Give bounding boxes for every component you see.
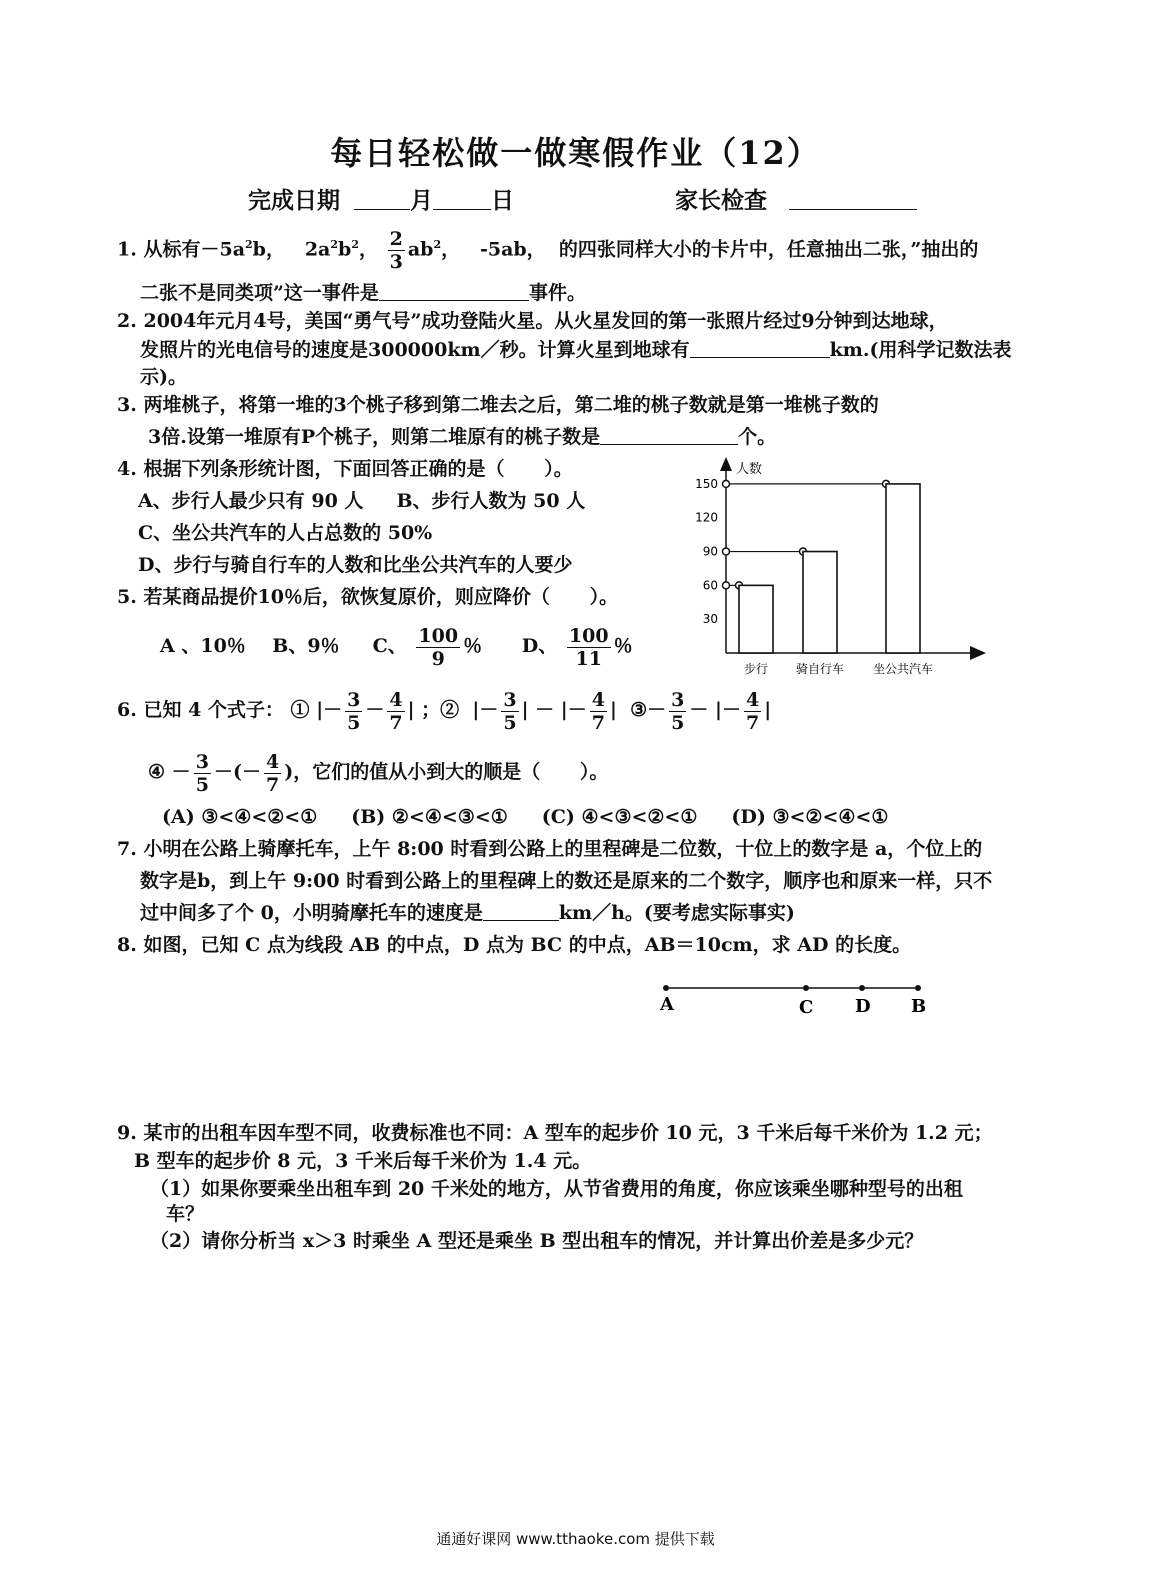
- frac-3-5: [501, 689, 518, 734]
- q5-text: ）。: [589, 586, 619, 608]
- bar: [803, 552, 837, 653]
- frac-den: 5: [195, 773, 209, 796]
- q6-line1: [117, 684, 771, 736]
- q6-options: [162, 804, 922, 830]
- q7-line2: 数字是b，到上午 9:00 时看到公路上的里程碑上的数还是原来的二个数字，顺序也和原来一样，只不: [140, 870, 993, 892]
- parent-check: [675, 182, 917, 215]
- q6-option-a: (A) ③<④<②<①: [162, 806, 318, 828]
- segment-diagram: [650, 976, 940, 1022]
- x-tick-label: 坐公共汽车: [872, 662, 934, 676]
- y-tick-label: 150: [695, 476, 718, 491]
- q1-sup: 2: [330, 238, 339, 252]
- q1-answer-blank[interactable]: [379, 280, 529, 301]
- q1-frac-den: 3: [389, 251, 403, 273]
- abs-bar: |: [316, 699, 324, 721]
- q1-text: 从标有－5a: [143, 238, 246, 261]
- point-d-dot: [859, 985, 865, 991]
- frac-4-7: [387, 689, 404, 734]
- q5-option-c-fraction: [416, 625, 460, 670]
- q8-number: 8.: [117, 934, 137, 956]
- abs-bar: |: [407, 699, 415, 721]
- q1-text: -5ab，: [479, 238, 546, 261]
- q4-option-c: C、坐公共汽车的人占总数的 50%: [138, 522, 433, 544]
- frac-den: 7: [265, 773, 280, 796]
- q2-line2: [140, 337, 1011, 363]
- frac-4-7: [264, 751, 281, 796]
- minus: －: [241, 761, 261, 783]
- q1-frac-num: 2: [389, 228, 403, 250]
- frac-den: 7: [389, 711, 403, 734]
- q7-text: km／h。(要考虑实际事实): [558, 902, 795, 924]
- minus: －: [213, 761, 233, 783]
- q1-text: 事件。: [528, 282, 586, 304]
- y-tick-label: 120: [695, 510, 718, 525]
- q7-number: 7.: [117, 838, 137, 860]
- percent-sign: ％: [463, 635, 483, 657]
- q3-answer-blank[interactable]: [600, 424, 738, 445]
- frac-3-5: [669, 689, 686, 734]
- footer-text: 通通好课网 www.tthaoke.com 提供下载: [436, 1530, 715, 1548]
- minus: －: [323, 699, 343, 721]
- q2-text: 发照片的光电信号的速度是300000km／秒。计算火星到地球有: [140, 339, 690, 361]
- minus: －: [171, 761, 191, 783]
- frac-num: 4: [591, 688, 605, 711]
- abs-bar: |: [560, 699, 568, 721]
- minus: －: [647, 699, 667, 721]
- axis-marker: [723, 582, 730, 589]
- q4-option-d: D、步行与骑自行车的人数和比坐公共汽车的人要少: [138, 554, 573, 576]
- minus: －: [689, 699, 709, 721]
- q9-sub1-cont: 车？: [166, 1203, 205, 1225]
- point-c-label: C: [799, 997, 814, 1018]
- q5-option-d: D、: [521, 635, 558, 657]
- q7-text: 过中间多了个 0，小明骑摩托车的速度是: [140, 902, 483, 924]
- frac-num: 3: [671, 688, 685, 711]
- y-axis-label: 人数: [736, 462, 763, 477]
- frac-num: 3: [503, 688, 517, 711]
- q9-sub1: （1）如果你要乘坐出租车到 20 千米处的地方，从节省费用的角度，你应该乘坐哪种型号的出租: [150, 1178, 963, 1200]
- q9-line2: B 型车的起步价 8 元，3 千米后每千米价为 1.4 元。: [134, 1150, 592, 1172]
- q1-fraction: [388, 228, 405, 273]
- month-label: 月: [410, 187, 434, 214]
- q3-text: 个。: [738, 426, 777, 448]
- abs-bar: |: [764, 699, 772, 721]
- point-d-label: D: [855, 996, 871, 1017]
- bar: [886, 484, 920, 653]
- frac-num: 100: [418, 624, 459, 647]
- q3-number: 3.: [117, 394, 137, 416]
- x-tick-label: 步行: [743, 662, 769, 676]
- axis-marker: [723, 548, 730, 555]
- q1-text: 的四张同样大小的卡片中，任意抽出二张，”抽出的: [558, 238, 979, 261]
- q7-answer-blank[interactable]: [483, 900, 559, 921]
- q1-number: 1.: [117, 238, 137, 261]
- q1-text: ab: [407, 238, 434, 261]
- q9-text: 某市的出租车因车型不同，收费标准也不同：A 型车的起步价 10 元，3 千米后每千米价为 1.2 元；: [143, 1122, 993, 1144]
- q3-text: 两堆桃子，将第一堆的3个桃子移到第二堆去之后，第二堆的桃子数就是第一堆桃子数的: [143, 394, 879, 416]
- q9-sub2: （2）请你分析当 x＞3 时乘坐 A 型还是乘坐 B 型出租车的情况，并计算出价差是多少元？: [150, 1230, 924, 1252]
- q1-text: ，: [441, 238, 461, 261]
- q2-line3: 示)。: [140, 366, 187, 388]
- q5-option-d-fraction: [567, 625, 611, 670]
- minus: －: [479, 699, 499, 721]
- q3-text: 3倍.设第一堆原有P个桃子，则第二堆原有的桃子数是: [148, 426, 601, 448]
- y-tick-label: 60: [702, 578, 718, 593]
- y-axis-arrow: [720, 457, 732, 471]
- q3-line2: [148, 424, 776, 450]
- q5-option-b: B、9％: [272, 635, 340, 657]
- q1-text: ，: [358, 238, 378, 261]
- point-b-label: B: [911, 996, 927, 1017]
- q1-sup: 2: [351, 238, 359, 252]
- date-line: [248, 182, 514, 215]
- q4-option-a: A、步行人最少只有 90 人: [138, 490, 364, 512]
- page-title: 每日轻松做一做寒假作业（12）: [330, 134, 821, 172]
- minus: －: [535, 699, 555, 721]
- frac-den: 5: [671, 711, 685, 734]
- q7-line3: [140, 900, 795, 926]
- q5-option-a: A 、10％: [160, 635, 246, 657]
- q1-line1: [117, 228, 978, 273]
- q4-option-b: B、步行人数为 50 人: [396, 490, 586, 512]
- date-label: 完成日期: [248, 187, 340, 214]
- q7-text: 小明在公路上骑摩托车，上午 8:00 时看到公路上的里程碑是二位数，十位上的数字是 a，个位上的: [143, 838, 983, 860]
- frac-num: 4: [389, 688, 403, 711]
- frac-den: 7: [591, 711, 605, 734]
- frac-num: 3: [195, 750, 209, 773]
- axis-marker: [723, 480, 730, 487]
- q5-text: 若某商品提价10％后，欲恢复原价，则应降价（: [143, 586, 550, 608]
- q2-text: 2004年元月4号，美国“勇气号”成功登陆火星。从火星发回的第一张照片经过9分钟到达地球，: [143, 310, 948, 332]
- frac-3-5: [194, 751, 211, 796]
- abs-bar: |: [472, 699, 480, 721]
- frac-4-7: [590, 689, 607, 734]
- day-label: 日: [491, 187, 515, 214]
- frac-num: 4: [265, 750, 280, 773]
- q8-text: 如图，已知 C 点为线段 AB 的中点，D 点为 BC 的中点，AB＝10cm，求 AD 的长度。: [143, 934, 912, 956]
- month-blank[interactable]: [354, 189, 410, 210]
- q4-options-ab: [138, 488, 585, 514]
- q1-text: b，: [252, 238, 285, 261]
- q1-sup: 2: [433, 238, 442, 252]
- y-tick-label: 90: [702, 544, 718, 559]
- q6-expr1-label: ①: [290, 699, 310, 721]
- q6-option-c: (C) ④<③<②<①: [541, 806, 698, 828]
- frac-4-7: [744, 689, 761, 734]
- frac-3-5: [345, 689, 362, 734]
- q2-answer-blank[interactable]: [690, 337, 830, 358]
- q8-line: [117, 932, 911, 958]
- day-blank[interactable]: [433, 189, 491, 210]
- abs-bar: |: [521, 699, 529, 721]
- point-b-dot: [915, 985, 921, 991]
- q1-text: 2a: [304, 238, 331, 261]
- q6-text: 已知 4 个式子：: [143, 699, 284, 721]
- q5-options: [160, 620, 633, 672]
- frac-den: 5: [347, 711, 361, 734]
- abs-bar: |: [609, 699, 617, 721]
- minus: －: [365, 699, 385, 721]
- frac-den: 9: [431, 647, 445, 670]
- q6-number: 6.: [117, 699, 137, 721]
- q6-text: ，它们的值从小到大的顺是（: [293, 761, 541, 783]
- q7-line1: [117, 836, 982, 862]
- q6-option-d: (D) ③<②<④<①: [731, 806, 889, 828]
- point-a-label: A: [660, 994, 674, 1015]
- q5-option-c: C、: [372, 635, 407, 657]
- point-a-dot: [663, 985, 669, 991]
- minus: －: [721, 699, 741, 721]
- frac-num: 100: [568, 624, 609, 647]
- abs-bar: |: [715, 699, 722, 721]
- q9-number: 9.: [117, 1122, 137, 1144]
- frac-den: 11: [575, 647, 602, 670]
- q6-line2: ④ － $\frac{3}{5}$ －(－ $\frac{4}{7}$ )，它们的值从小到大的顺是（ ）。: [148, 750, 609, 796]
- q3-line1: [117, 392, 879, 418]
- y-tick-label: 30: [702, 612, 718, 627]
- q9-line1: [117, 1120, 993, 1146]
- q1-sup: 2: [245, 238, 253, 252]
- frac-num: 4: [745, 688, 760, 711]
- q6-text: ）。: [579, 761, 609, 783]
- parent-check-label: 家长检查: [675, 187, 767, 214]
- x-axis-arrow: [970, 646, 986, 660]
- q1-line2: [140, 280, 586, 306]
- q4-text: ）。: [544, 458, 573, 480]
- q6-option-b: (B) ②<④<③<①: [351, 806, 508, 828]
- parent-check-blank[interactable]: [789, 189, 917, 210]
- bar-chart: [690, 455, 990, 685]
- q1-text: b: [338, 238, 352, 261]
- point-c-dot: [803, 985, 809, 991]
- q5-stem: [117, 584, 618, 610]
- q2-line1: [117, 308, 948, 334]
- minus: －: [567, 699, 587, 721]
- q6-expr2-label: ；②: [421, 699, 460, 721]
- x-tick-label: 骑自行车: [795, 662, 845, 676]
- q6-expr4-label: ④: [148, 761, 166, 783]
- q4-number: 4.: [117, 458, 137, 480]
- frac-den: 5: [503, 711, 517, 734]
- q4-stem: [117, 456, 573, 482]
- frac-num: 3: [347, 688, 361, 711]
- q1-text: 二张不是同类项”这一事件是: [140, 282, 379, 304]
- percent-sign: ％: [613, 635, 633, 657]
- q2-text: km.(用科学记数法表: [829, 339, 1012, 361]
- q6-expr3-label: ③: [630, 699, 648, 721]
- q5-number: 5.: [117, 586, 137, 608]
- q2-number: 2.: [117, 310, 137, 332]
- q4-text: 根据下列条形统计图，下面回答正确的是（: [143, 458, 505, 480]
- frac-den: 7: [745, 711, 760, 734]
- bar: [739, 585, 773, 653]
